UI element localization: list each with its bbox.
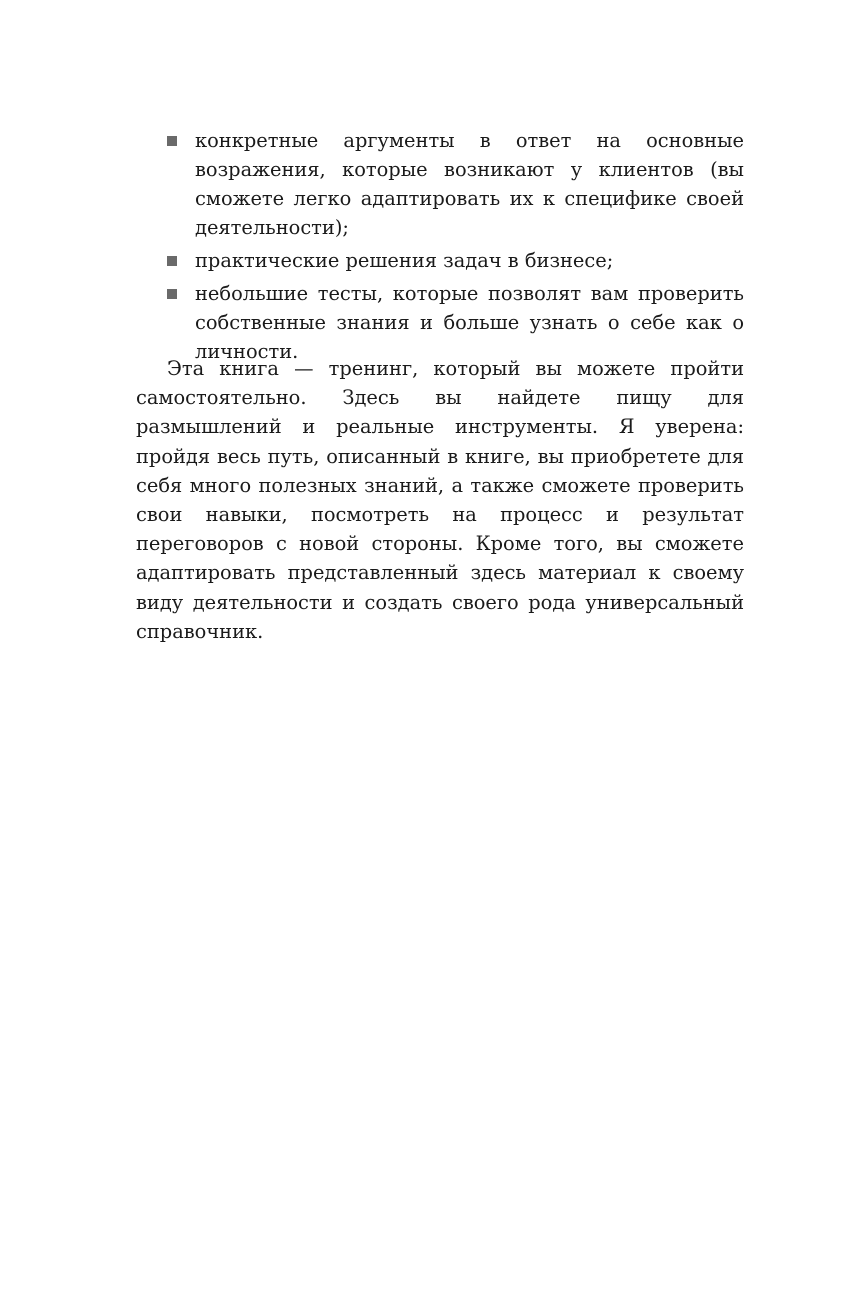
square-bullet-icon <box>167 136 177 146</box>
list-item-text: конкретные аргументы в ответ на основные возражения, которые возникают у клиентов (вы сможете легко адаптировать их к специфике своей деятельности); <box>195 129 744 239</box>
bullet-list <box>136 126 744 370</box>
list-item <box>136 126 744 242</box>
list-item <box>136 246 744 275</box>
list-item <box>136 279 744 366</box>
body-paragraph: Эта книга — тренинг, который вы можете пройти самостоятельно. Здесь вы найдете пищу для размышлений и реальные инструменты. Я уверена: пройдя весь путь, описанный в книге, вы приобретете для себя много полезных знаний, а также сможете проверить свои навыки, посмотреть на процесс и результат переговоров с новой стороны. Кроме того, вы сможете адаптировать представленный здесь материал к своему виду деятельности и создать своего рода универсальный справочник. <box>136 357 744 643</box>
list-item-text: небольшие тесты, которые позволят вам проверить собственные знания и больше узнать о себе как о личности. <box>195 282 744 363</box>
square-bullet-icon <box>167 289 177 299</box>
list-item-text: практические решения задач в бизнесе; <box>195 249 614 272</box>
square-bullet-icon <box>167 256 177 266</box>
